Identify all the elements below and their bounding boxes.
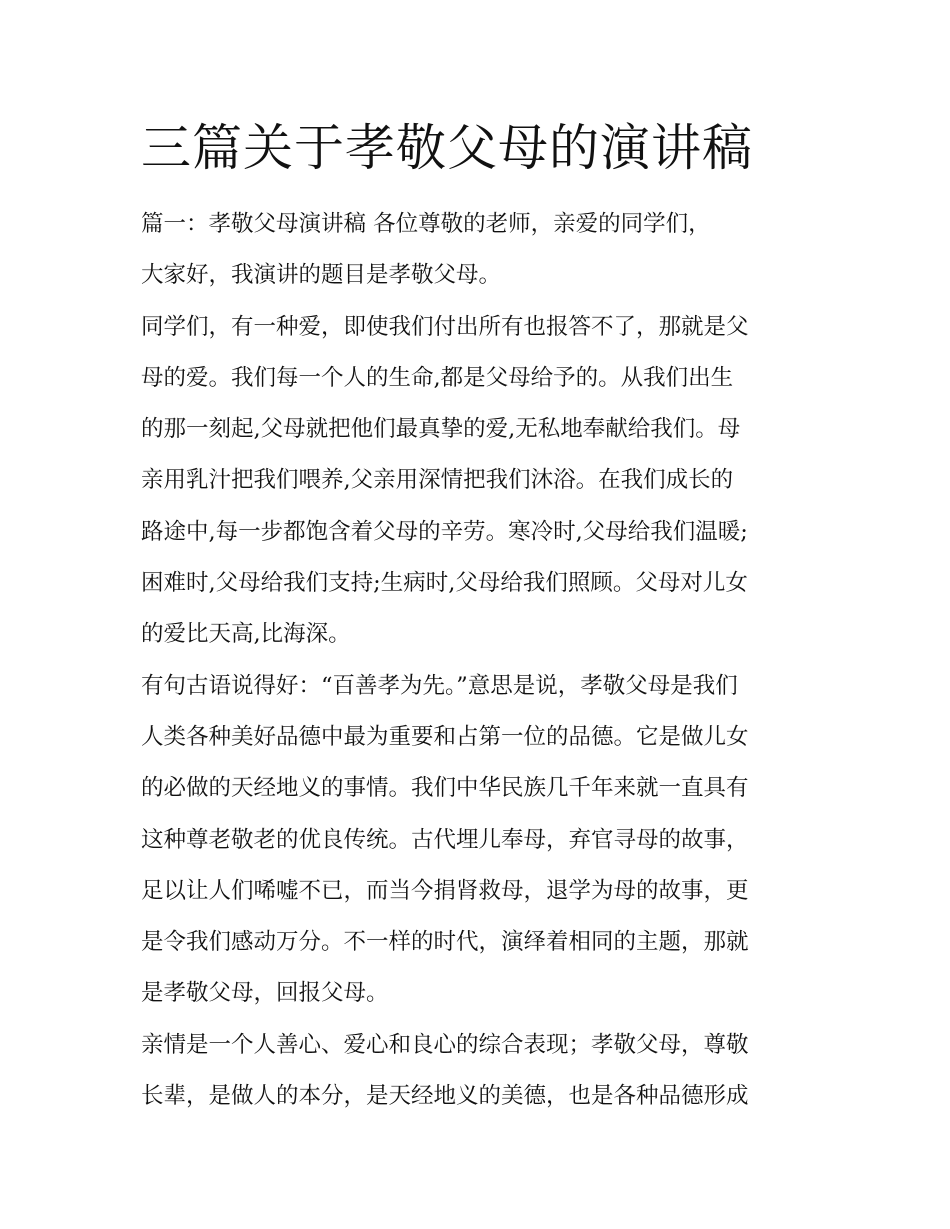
document-title: 三篇关于孝敬父母的演讲稿 — [141, 119, 753, 177]
text-line: 有句古语说得好：“百善孝为先。”意思是说，孝敬父母是我们 — [141, 672, 738, 699]
text-line: 大家好，我演讲的题目是孝敬父母。 — [141, 262, 502, 289]
text-line: 这种尊老敬老的优良传统。古代埋儿奉母，弃官寻母的故事， — [141, 826, 749, 853]
text-line: 人类各种美好品德中最为重要和占第一位的品德。它是做儿女 — [141, 723, 749, 750]
document-body — [141, 206, 821, 1129]
text-line: 长辈，是做人的本分，是天经地义的美德，也是各种品德形成 — [141, 1083, 749, 1110]
text-line: 母的爱。我们每一个人的生命,都是父母给予的。从我们出生 — [141, 364, 734, 391]
text-line: 篇一：孝敬父母演讲稿 各位尊敬的老师，亲爱的同学们， — [141, 211, 711, 237]
text-line: 同学们，有一种爱，即使我们付出所有也报答不了，那就是父 — [141, 313, 749, 340]
text-line: 是令我们感动万分。不一样的时代，演绎着相同的主题，那就 — [141, 929, 749, 956]
text-line: 困难时,父母给我们支持;生病时,父母给我们照顾。父母对儿女 — [141, 570, 748, 597]
text-line: 路途中,每一步都饱含着父母的辛劳。寒冷时,父母给我们温暖; — [141, 518, 748, 545]
text-line: 是孝敬父母，回报父母。 — [141, 980, 389, 1007]
text-line: 的那一刻起,父母就把他们最真挚的爱,无私地奉献给我们。母 — [141, 416, 741, 443]
text-line: 的必做的天经地义的事情。我们中华民族几千年来就一直具有 — [141, 775, 749, 802]
text-line: 亲情是一个人善心、爱心和良心的综合表现；孝敬父母，尊敬 — [141, 1031, 749, 1058]
text-line: 足以让人们唏嘘不已，而当今捐肾救母，退学为母的故事，更 — [141, 877, 749, 904]
text-line: 的爱比天高,比海深。 — [141, 621, 351, 648]
text-line: 亲用乳汁把我们喂养,父亲用深情把我们沐浴。在我们成长的 — [141, 467, 734, 494]
